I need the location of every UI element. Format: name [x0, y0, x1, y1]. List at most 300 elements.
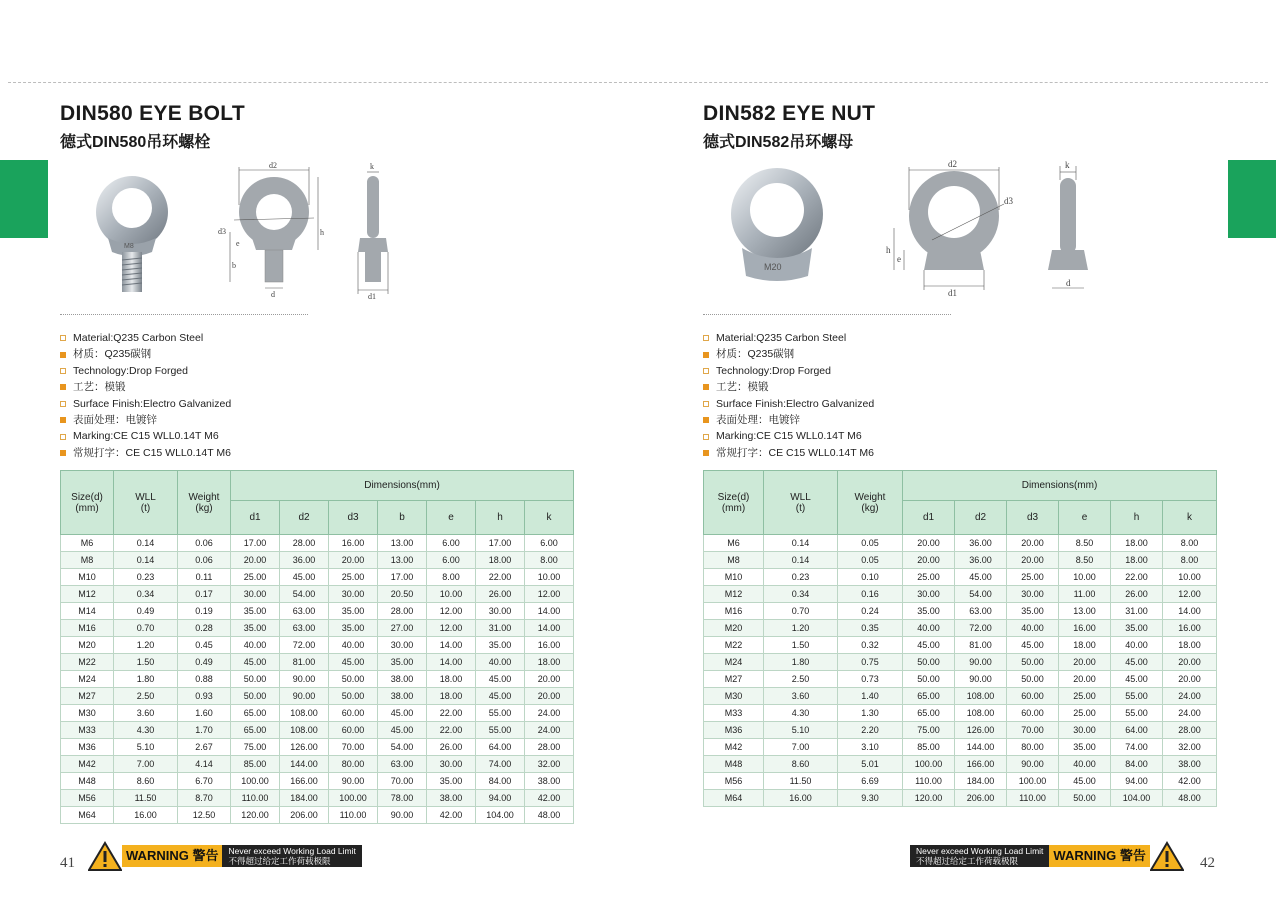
spec-item — [60, 379, 231, 395]
spec-item — [60, 396, 231, 412]
dim-label-d3: d3 — [1004, 196, 1013, 206]
table-cell: M64 — [704, 790, 764, 807]
table-cell: 0.23 — [114, 569, 178, 586]
table-cell: 0.23 — [764, 569, 838, 586]
table-cell: 18.00 — [476, 552, 525, 569]
photo-size-mark: M20 — [764, 262, 782, 272]
table-cell: 20.00 — [903, 535, 955, 552]
table-cell: 6.70 — [178, 773, 231, 790]
table-row — [61, 654, 574, 671]
table-cell: 50.00 — [329, 671, 378, 688]
table-row — [704, 586, 1217, 603]
table-cell: M48 — [61, 773, 114, 790]
table-cell: 206.00 — [955, 790, 1007, 807]
page-number: 42 — [1200, 855, 1215, 871]
table-cell: 72.00 — [955, 620, 1007, 637]
table-cell: 40.00 — [1007, 620, 1059, 637]
table-cell: 35.00 — [903, 603, 955, 620]
table-cell: 50.00 — [231, 688, 280, 705]
table-cell: 24.00 — [525, 705, 574, 722]
table-row — [704, 773, 1217, 790]
table-cell: 75.00 — [231, 739, 280, 756]
solid-square-bullet-icon — [703, 417, 709, 423]
table-cell: 35.00 — [1111, 620, 1163, 637]
table-cell: 10.00 — [525, 569, 574, 586]
table-cell: 0.05 — [838, 535, 903, 552]
table-cell: 7.00 — [764, 739, 838, 756]
table-cell: 30.00 — [378, 637, 427, 654]
header-h: h — [476, 501, 525, 535]
header-size: Size(d) (mm) — [704, 471, 764, 535]
table-cell: 45.00 — [378, 705, 427, 722]
table-cell: 45.00 — [476, 688, 525, 705]
table-cell: 35.00 — [1007, 603, 1059, 620]
table-cell: 84.00 — [1111, 756, 1163, 773]
table-cell: 40.00 — [476, 654, 525, 671]
table-cell: 8.50 — [1059, 535, 1111, 552]
table-cell: 63.00 — [280, 603, 329, 620]
table-cell: 45.00 — [280, 569, 329, 586]
spec-text: 工艺：模锻 — [73, 381, 126, 394]
table-cell: 100.00 — [903, 756, 955, 773]
table-row — [704, 688, 1217, 705]
table-cell: 38.00 — [378, 688, 427, 705]
spec-text: 材质：Q235碳钢 — [73, 348, 152, 361]
table-cell: 35.00 — [427, 773, 476, 790]
table-cell: 36.00 — [955, 552, 1007, 569]
table-row — [704, 654, 1217, 671]
table-cell: 30.00 — [1007, 586, 1059, 603]
table-cell: 45.00 — [1059, 773, 1111, 790]
table-cell: 6.00 — [525, 535, 574, 552]
table-cell: 24.00 — [1163, 705, 1217, 722]
table-cell: 206.00 — [280, 807, 329, 824]
spec-text: Marking:CE C15 WLL0.14T M6 — [73, 430, 219, 443]
table-cell: 100.00 — [1007, 773, 1059, 790]
dim-label-k: k — [370, 162, 374, 171]
eye-nut-front-drawing — [886, 158, 1026, 298]
table-cell: 18.00 — [427, 671, 476, 688]
table-cell: 18.00 — [427, 688, 476, 705]
spec-text: 表面处理：电镀锌 — [73, 413, 157, 426]
warning-note — [222, 845, 361, 867]
table-cell: 20.00 — [1163, 671, 1217, 688]
table-cell: 18.00 — [1111, 552, 1163, 569]
table-cell: 7.00 — [114, 756, 178, 773]
table-cell: M24 — [61, 671, 114, 688]
spec-item — [703, 396, 874, 412]
table-cell: 22.00 — [476, 569, 525, 586]
table-cell: 0.24 — [838, 603, 903, 620]
table-cell: 80.00 — [1007, 739, 1059, 756]
table-cell: 32.00 — [1163, 739, 1217, 756]
table-cell: 25.00 — [231, 569, 280, 586]
table-row — [704, 671, 1217, 688]
table-cell: 1.50 — [764, 637, 838, 654]
table-cell: 94.00 — [1111, 773, 1163, 790]
dimensions-table — [703, 470, 1217, 807]
table-cell: M56 — [61, 790, 114, 807]
table-cell: 8.60 — [764, 756, 838, 773]
hollow-square-bullet-icon — [60, 434, 66, 440]
table-cell: M8 — [61, 552, 114, 569]
table-cell: 108.00 — [280, 705, 329, 722]
dim-label-d1: d1 — [368, 292, 376, 300]
table-cell: 5.10 — [114, 739, 178, 756]
table-cell: M64 — [61, 807, 114, 824]
header-d1: d1 — [903, 501, 955, 535]
solid-square-bullet-icon — [60, 384, 66, 390]
table-cell: 20.00 — [1059, 654, 1111, 671]
table-cell: 45.00 — [231, 654, 280, 671]
hollow-square-bullet-icon — [60, 335, 66, 341]
table-row — [61, 807, 574, 824]
header-e: e — [1059, 501, 1111, 535]
table-cell: 0.19 — [178, 603, 231, 620]
table-cell: M33 — [61, 722, 114, 739]
table-cell: 6.69 — [838, 773, 903, 790]
table-row — [61, 569, 574, 586]
table-cell: 13.00 — [1059, 603, 1111, 620]
spec-item — [60, 428, 231, 444]
table-cell: 108.00 — [280, 722, 329, 739]
table-cell: 8.70 — [178, 790, 231, 807]
table-cell: 0.16 — [838, 586, 903, 603]
table-cell: 8.00 — [1163, 535, 1217, 552]
dim-label-e: e — [897, 254, 901, 264]
table-cell: 17.00 — [231, 535, 280, 552]
table-cell: 45.00 — [1111, 671, 1163, 688]
page-title-cn: 德式DIN582吊环螺母 — [703, 134, 854, 151]
table-cell: 81.00 — [280, 654, 329, 671]
warning-banner — [910, 841, 1184, 871]
table-cell: 63.00 — [955, 603, 1007, 620]
warning-note-cn: 不得超过给定工作荷载极限 — [228, 856, 331, 866]
table-cell: 42.00 — [1163, 773, 1217, 790]
dim-label-h: h — [886, 245, 891, 255]
table-cell: 108.00 — [955, 688, 1007, 705]
warning-note — [910, 845, 1049, 867]
table-cell: 20.00 — [525, 688, 574, 705]
table-cell: 1.70 — [178, 722, 231, 739]
solid-square-bullet-icon — [60, 450, 66, 456]
table-row — [61, 586, 574, 603]
table-cell: 28.00 — [525, 739, 574, 756]
table-cell: 0.34 — [764, 586, 838, 603]
table-cell: 0.34 — [114, 586, 178, 603]
table-cell: 24.00 — [525, 722, 574, 739]
table-cell: M20 — [61, 637, 114, 654]
table-cell: 60.00 — [1007, 688, 1059, 705]
table-cell: 8.00 — [427, 569, 476, 586]
table-cell: 28.00 — [280, 535, 329, 552]
spec-item — [60, 412, 231, 428]
warning-banner — [88, 841, 362, 871]
table-cell: 6.00 — [427, 535, 476, 552]
header-d1: d1 — [231, 501, 280, 535]
table-cell: 50.00 — [903, 654, 955, 671]
page-title-en: DIN582 EYE NUT — [703, 102, 876, 125]
spec-text: Surface Finish:Electro Galvanized — [716, 397, 875, 410]
table-cell: 18.00 — [525, 654, 574, 671]
table-row — [704, 739, 1217, 756]
table-row — [704, 705, 1217, 722]
table-cell: 85.00 — [231, 756, 280, 773]
table-cell: 1.30 — [838, 705, 903, 722]
table-cell: 63.00 — [280, 620, 329, 637]
table-cell: 30.00 — [329, 586, 378, 603]
table-cell: 30.00 — [427, 756, 476, 773]
table-cell: 90.00 — [280, 688, 329, 705]
table-cell: M10 — [61, 569, 114, 586]
table-cell: 0.45 — [178, 637, 231, 654]
table-cell: 24.00 — [1163, 688, 1217, 705]
hollow-square-bullet-icon — [703, 368, 709, 374]
table-cell: 10.00 — [427, 586, 476, 603]
table-cell: 38.00 — [525, 773, 574, 790]
solid-square-bullet-icon — [703, 450, 709, 456]
table-cell: 20.00 — [329, 552, 378, 569]
table-cell: 50.00 — [1007, 671, 1059, 688]
dim-label-d2: d2 — [269, 161, 277, 170]
table-cell: 70.00 — [329, 739, 378, 756]
table-cell: 48.00 — [525, 807, 574, 824]
header-b: b — [378, 501, 427, 535]
table-cell: M6 — [61, 535, 114, 552]
table-cell: 184.00 — [955, 773, 1007, 790]
table-cell: 110.00 — [903, 773, 955, 790]
table-cell: 18.00 — [1111, 535, 1163, 552]
table-cell: 20.50 — [378, 586, 427, 603]
table-cell: 27.00 — [378, 620, 427, 637]
page-number: 41 — [60, 855, 75, 871]
table-cell: M12 — [61, 586, 114, 603]
table-cell: 20.00 — [903, 552, 955, 569]
table-cell: 20.00 — [231, 552, 280, 569]
spec-text: 常规打字：CE C15 WLL0.14T M6 — [716, 446, 874, 459]
table-row — [61, 620, 574, 637]
table-cell: 35.00 — [476, 637, 525, 654]
table-cell: M10 — [704, 569, 764, 586]
table-cell: 17.00 — [378, 569, 427, 586]
table-cell: 28.00 — [378, 603, 427, 620]
table-row — [61, 535, 574, 552]
table-cell: 30.00 — [231, 586, 280, 603]
table-cell: M12 — [704, 586, 764, 603]
spec-text: Material:Q235 Carbon Steel — [73, 332, 204, 344]
table-cell: 70.00 — [378, 773, 427, 790]
table-cell: 0.32 — [838, 637, 903, 654]
spec-text: Surface Finish:Electro Galvanized — [73, 397, 232, 410]
table-cell: 5.01 — [838, 756, 903, 773]
table-cell: 3.10 — [838, 739, 903, 756]
solid-square-bullet-icon — [60, 417, 66, 423]
table-cell: 25.00 — [903, 569, 955, 586]
table-cell: 84.00 — [476, 773, 525, 790]
table-row — [61, 773, 574, 790]
table-cell: 0.49 — [178, 654, 231, 671]
table-cell: 0.49 — [114, 603, 178, 620]
table-cell: M16 — [704, 603, 764, 620]
spec-text: Technology:Drop Forged — [73, 364, 188, 377]
spec-text: 工艺：模锻 — [716, 381, 769, 394]
table-cell: M56 — [704, 773, 764, 790]
table-cell: 48.00 — [1163, 790, 1217, 807]
table-cell: 184.00 — [280, 790, 329, 807]
header-size: Size(d) (mm) — [61, 471, 114, 535]
table-cell: 45.00 — [903, 637, 955, 654]
table-cell: M24 — [704, 654, 764, 671]
table-cell: 50.00 — [1059, 790, 1111, 807]
table-cell: 16.00 — [329, 535, 378, 552]
table-cell: 8.00 — [525, 552, 574, 569]
table-cell: 110.00 — [231, 790, 280, 807]
table-cell: 20.00 — [1007, 552, 1059, 569]
hollow-square-bullet-icon — [60, 401, 66, 407]
table-cell: 0.14 — [114, 535, 178, 552]
table-cell: 35.00 — [329, 620, 378, 637]
table-cell: 4.14 — [178, 756, 231, 773]
eye-nut-photo — [722, 164, 832, 286]
table-cell: 60.00 — [329, 722, 378, 739]
table-cell: 30.00 — [903, 586, 955, 603]
warning-note-cn: 不得超过给定工作荷载极限 — [916, 856, 1019, 866]
table-cell: M33 — [704, 705, 764, 722]
table-cell: 9.30 — [838, 790, 903, 807]
spec-item — [60, 445, 231, 461]
table-cell: 14.00 — [427, 654, 476, 671]
dim-label-d3: d3 — [218, 227, 226, 236]
table-cell: M20 — [704, 620, 764, 637]
table-cell: 1.80 — [764, 654, 838, 671]
table-cell: 5.10 — [764, 722, 838, 739]
header-k: k — [1163, 501, 1217, 535]
table-cell: 54.00 — [955, 586, 1007, 603]
table-cell: M48 — [704, 756, 764, 773]
table-cell: M30 — [704, 688, 764, 705]
header-weight: Weight (kg) — [178, 471, 231, 535]
dim-label-h: h — [320, 228, 324, 237]
table-cell: 45.00 — [476, 671, 525, 688]
header-e: e — [427, 501, 476, 535]
table-cell: 38.00 — [1163, 756, 1217, 773]
table-cell: 8.50 — [1059, 552, 1111, 569]
table-row — [704, 552, 1217, 569]
spec-list — [703, 330, 874, 461]
eye-bolt-front-drawing — [214, 160, 329, 300]
table-cell: 0.06 — [178, 535, 231, 552]
table-cell: 45.00 — [1007, 637, 1059, 654]
table-cell: 17.00 — [476, 535, 525, 552]
table-cell: 50.00 — [329, 688, 378, 705]
table-cell: 0.75 — [838, 654, 903, 671]
table-cell: 65.00 — [903, 688, 955, 705]
page-title-en: DIN580 EYE BOLT — [60, 102, 245, 125]
table-cell: 2.20 — [838, 722, 903, 739]
table-cell: 120.00 — [903, 790, 955, 807]
spec-item — [703, 363, 874, 379]
dim-label-d1: d1 — [948, 288, 957, 298]
table-cell: M30 — [61, 705, 114, 722]
header-wll: WLL (t) — [114, 471, 178, 535]
table-cell: 74.00 — [1111, 739, 1163, 756]
table-cell: 55.00 — [476, 722, 525, 739]
table-cell: 16.00 — [1059, 620, 1111, 637]
table-cell: 45.00 — [378, 722, 427, 739]
table-cell: 104.00 — [476, 807, 525, 824]
table-cell: 50.00 — [1007, 654, 1059, 671]
table-row — [704, 620, 1217, 637]
table-cell: M16 — [61, 620, 114, 637]
table-row — [704, 790, 1217, 807]
section-divider — [60, 314, 308, 315]
table-cell: 8.00 — [1163, 552, 1217, 569]
table-cell: 50.00 — [231, 671, 280, 688]
table-cell: 90.00 — [280, 671, 329, 688]
table-row — [61, 688, 574, 705]
table-cell: M6 — [704, 535, 764, 552]
table-cell: 81.00 — [955, 637, 1007, 654]
table-cell: 85.00 — [903, 739, 955, 756]
warning-note-en: Never exceed Working Load Limit — [916, 846, 1044, 856]
spec-text: Technology:Drop Forged — [716, 364, 831, 377]
table-cell: 64.00 — [476, 739, 525, 756]
header-dimensions: Dimensions(mm) — [231, 471, 574, 501]
dim-label-k: k — [1065, 160, 1070, 170]
table-cell: 12.00 — [525, 586, 574, 603]
table-cell: 100.00 — [329, 790, 378, 807]
table-cell: 26.00 — [1111, 586, 1163, 603]
table-cell: 18.00 — [1059, 637, 1111, 654]
table-cell: 14.00 — [525, 603, 574, 620]
table-cell: 90.00 — [955, 671, 1007, 688]
table-cell: 36.00 — [280, 552, 329, 569]
table-cell: 16.00 — [1163, 620, 1217, 637]
table-cell: 40.00 — [231, 637, 280, 654]
table-row — [61, 756, 574, 773]
table-cell: 35.00 — [231, 603, 280, 620]
table-cell: 0.70 — [764, 603, 838, 620]
table-row — [704, 569, 1217, 586]
solid-square-bullet-icon — [703, 352, 709, 358]
table-row — [61, 722, 574, 739]
table-cell: 0.14 — [764, 552, 838, 569]
table-cell: 74.00 — [476, 756, 525, 773]
table-cell: 78.00 — [378, 790, 427, 807]
table-cell: 12.50 — [178, 807, 231, 824]
table-cell: 12.00 — [427, 620, 476, 637]
table-cell: 26.00 — [476, 586, 525, 603]
dim-label-d2: d2 — [948, 159, 957, 169]
section-divider — [703, 314, 951, 315]
table-cell: 0.05 — [838, 552, 903, 569]
table-cell: 42.00 — [525, 790, 574, 807]
table-cell: 8.60 — [114, 773, 178, 790]
table-cell: 0.88 — [178, 671, 231, 688]
table-cell: 144.00 — [280, 756, 329, 773]
table-cell: 0.35 — [838, 620, 903, 637]
table-cell: 166.00 — [280, 773, 329, 790]
table-cell: 72.00 — [280, 637, 329, 654]
table-cell: 54.00 — [378, 739, 427, 756]
table-cell: 25.00 — [1059, 688, 1111, 705]
warning-triangle-icon — [1150, 841, 1184, 871]
table-cell: 12.00 — [427, 603, 476, 620]
table-cell: 40.00 — [1111, 637, 1163, 654]
table-cell: 20.00 — [1163, 654, 1217, 671]
spec-item — [703, 330, 874, 346]
table-cell: 13.00 — [378, 552, 427, 569]
